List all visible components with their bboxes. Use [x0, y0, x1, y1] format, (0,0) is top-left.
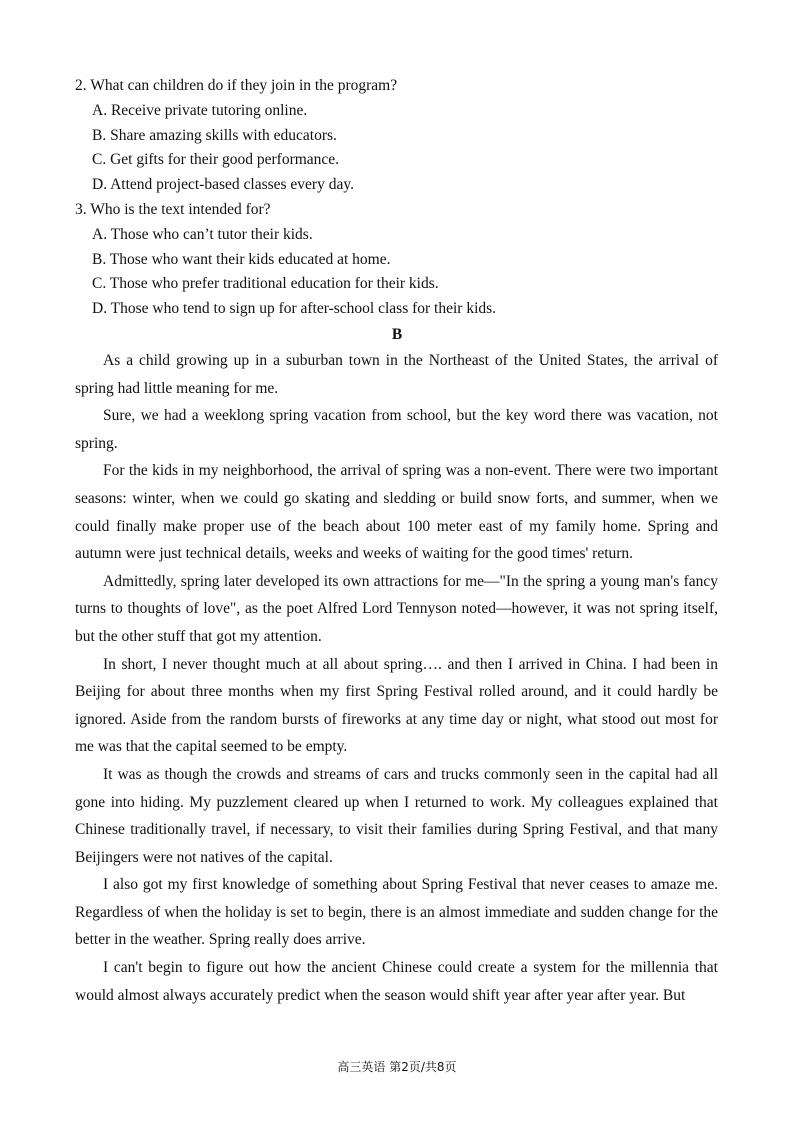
passage-paragraph: It was as though the crowds and streams of cars and trucks commonly seen in the capital had all gone into hiding. My puzzlement cleared up when I returned to work. My colleagues explained that Chinese traditionally travel, if necessary, to visit their families during Spring Festival, and that many Beijingers were not natives of the capital.	[75, 765, 718, 866]
section-title: B	[391, 326, 403, 343]
question-2-option-a: A. Receive private tutoring online.	[92, 101, 308, 119]
question-3-option-c: C. Those who prefer traditional education for their kids.	[92, 275, 439, 293]
passage-paragraph: Admittedly, spring later developed its own attractions for me—"In the spring a young man's fancy turns to thoughts of love", as the poet Alfred Lord Tennyson noted—however, it was not spring itself, but the other stuff that got my attention.	[75, 572, 718, 645]
question-3-option-b: B. Those who want their kids educated at home.	[92, 250, 391, 268]
question-3-option-a: A. Those who can’t tutor their kids.	[92, 225, 313, 243]
passage-paragraph: I also got my first knowledge of something about Spring Festival that never ceases to amaze me. Regardless of when the holiday is set to begin, there is an almost immediate and sudden change for the better in the weather. Spring really does arrive.	[75, 876, 718, 949]
question-3-stem: 3. Who is the text intended for?	[75, 200, 271, 218]
question-3-option-d: D. Those who tend to sign up for after-school class for their kids.	[92, 300, 497, 318]
passage-paragraph: I can't begin to figure out how the ancient Chinese could create a system for the millennia that would almost always accurately predict when the season would shift year after year after year. But	[75, 959, 718, 1004]
reading-passage	[75, 347, 718, 1009]
question-block	[75, 74, 735, 322]
passage-paragraph: In short, I never thought much at all about spring…. and then I arrived in China. I had been in Beijing for about three months when my first Spring Festival rolled around, and it could hardly be ignored. Aside from the random bursts of fireworks at any time day or night, what stood out most for me was that the capital seemed to be empty.	[75, 655, 718, 756]
page-footer: 高三英语 第2页/共8页	[337, 1060, 457, 1074]
question-2-option-d: D. Attend project-based classes every day.	[92, 176, 354, 194]
passage-paragraph: Sure, we had a weeklong spring vacation from school, but the key word there was vacation, not spring.	[75, 407, 718, 452]
question-2-option-b: B. Share amazing skills with educators.	[92, 126, 337, 144]
question-2-stem: 2. What can children do if they join in the program?	[75, 77, 398, 94]
passage-paragraph: For the kids in my neighborhood, the arrival of spring was a non-event. There were two important seasons: winter, when we could go skating and sledding or build snow forts, and summer, when we could finally make proper use of the beach about 100 meter east of my family home. Spring and autumn were just technical details, weeks and weeks of waiting for the good times' return.	[75, 462, 718, 563]
passage-paragraph: As a child growing up in a suburban town in the Northeast of the United States, the arrival of spring had little meaning for me.	[75, 352, 718, 397]
question-2-option-c: C. Get gifts for their good performance.	[92, 151, 340, 169]
